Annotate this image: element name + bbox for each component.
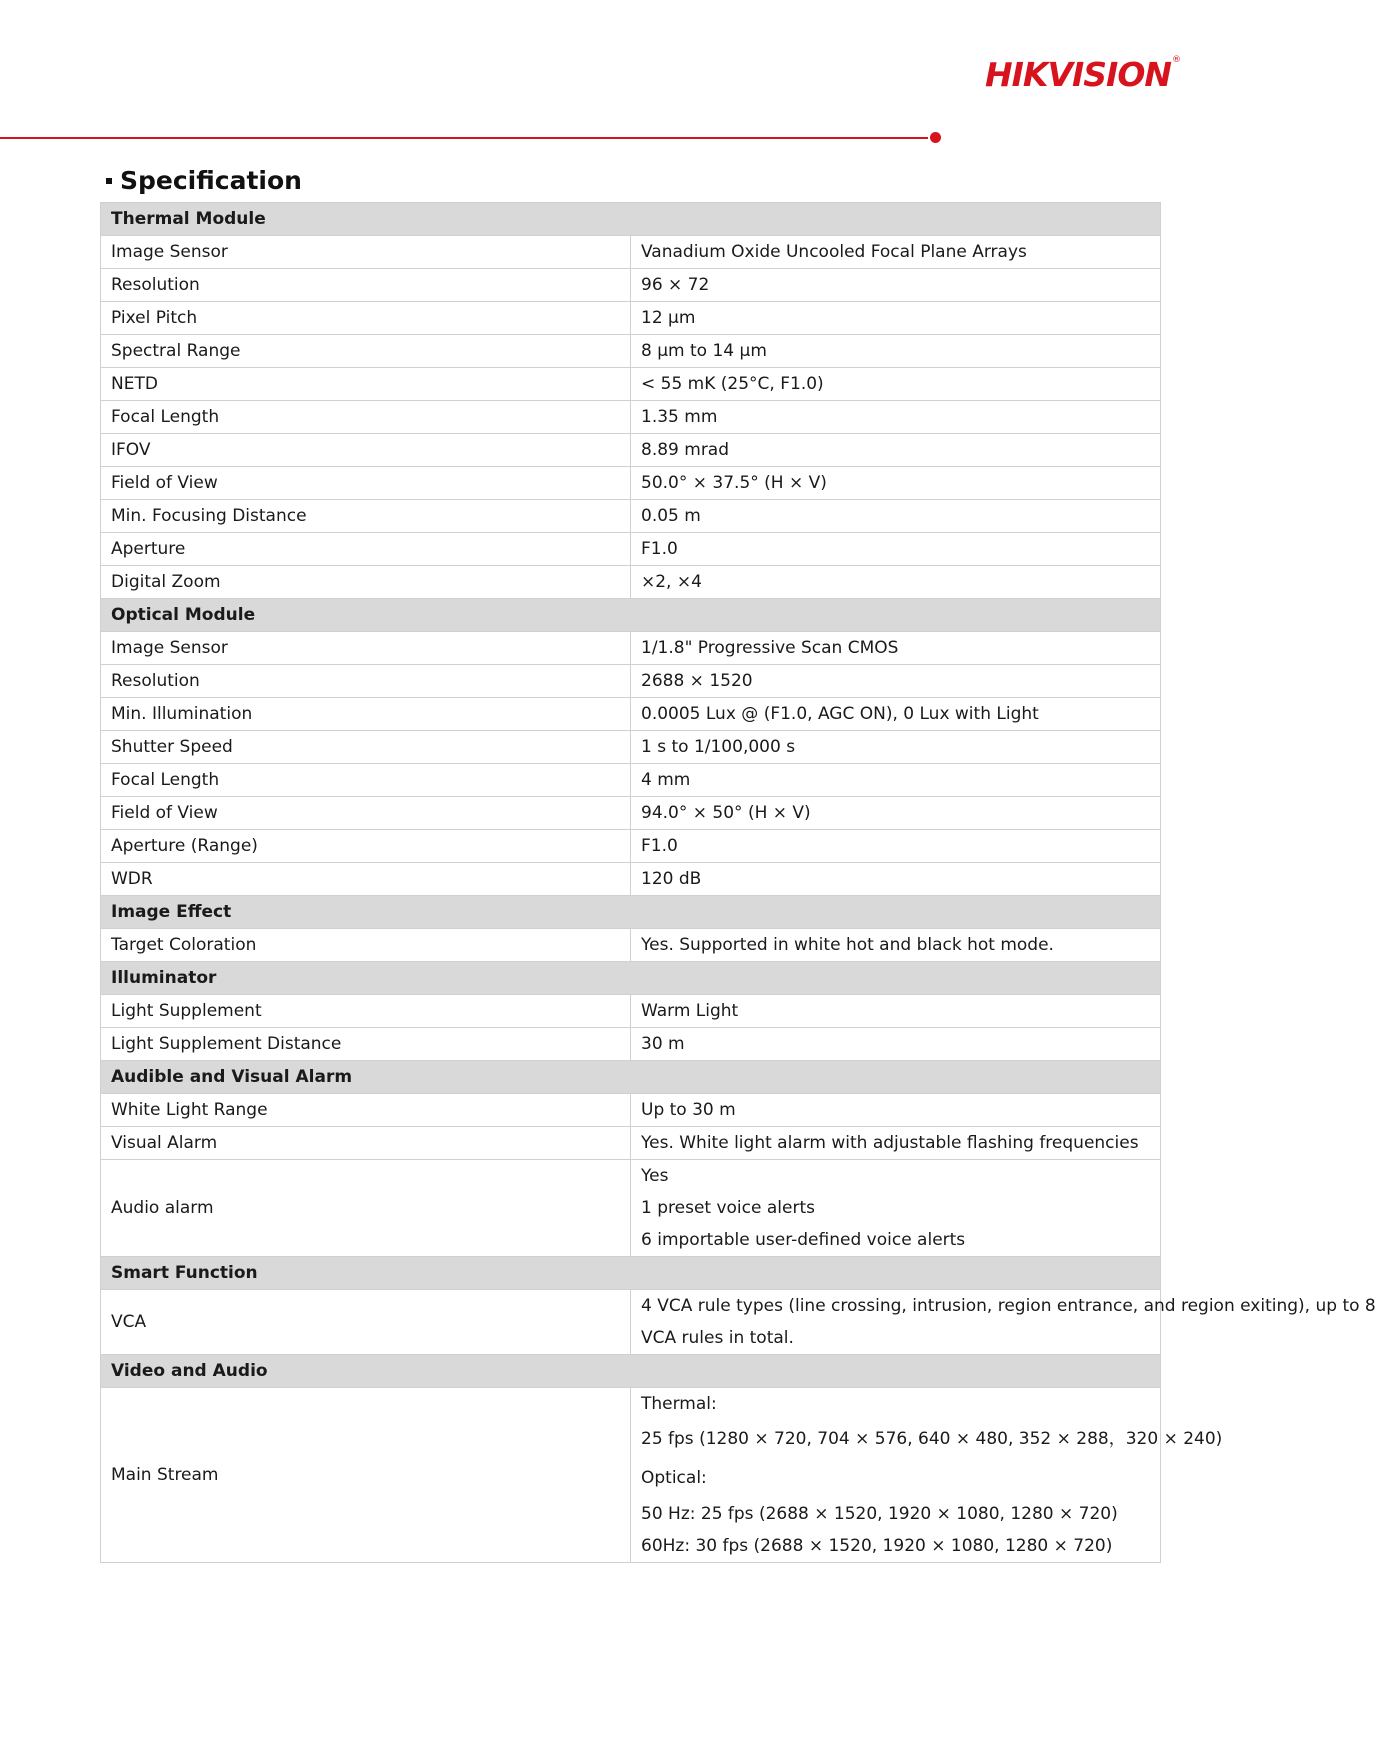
spec-value: Warm Light [631,995,1161,1028]
spec-label: Focal Length [101,401,631,434]
spec-value: 1/1.8" Progressive Scan CMOS [631,632,1161,665]
spec-label: Image Sensor [101,632,631,665]
spec-label: Shutter Speed [101,731,631,764]
table-row [101,533,1161,566]
table-row [101,797,1161,830]
group-header-row [101,1257,1161,1290]
spec-label: Field of View [101,467,631,500]
spec-value: 2688 × 1520 [631,665,1161,698]
group-title: Video and Audio [101,1355,1161,1388]
spec-label: Min. Illumination [101,698,631,731]
spec-value: 50.0° × 37.5° (H × V) [631,467,1161,500]
spec-value-line: 60Hz: 30 fps (2688 × 1520, 1920 × 1080, 1280 × 720) [641,1536,1113,1556]
spec-value [631,1160,1161,1257]
spec-value: 0.0005 Lux @ (F1.0, AGC ON), 0 Lux with Light [631,698,1161,731]
spec-value: 30 m [631,1028,1161,1061]
spec-value: ×2, ×4 [631,566,1161,599]
spec-value: 4 mm [631,764,1161,797]
spec-label: Visual Alarm [101,1127,631,1160]
spec-label: Resolution [101,269,631,302]
header-rule-dot [930,132,941,143]
table-row [101,302,1161,335]
spec-label: Aperture (Range) [101,830,631,863]
section-title-text: Specification [120,166,302,195]
table-row [101,1290,1161,1355]
group-title: Thermal Module [101,203,1161,236]
table-row [101,1388,1161,1563]
spec-value: Yes. Supported in white hot and black hot mode. [631,929,1161,962]
group-header-row [101,599,1161,632]
square-bullet-icon [106,178,112,184]
table-row [101,269,1161,302]
spec-label: WDR [101,863,631,896]
spec-label: Light Supplement Distance [101,1028,631,1061]
group-title: Smart Function [101,1257,1161,1290]
spec-value: 94.0° × 50° (H × V) [631,797,1161,830]
table-row [101,632,1161,665]
spec-value-line: 25 fps (1280 × 720, 704 × 576, 640 × 480, 352 × 288，320 × 240) [641,1429,1223,1449]
table-row [101,1028,1161,1061]
header-rule [0,137,928,139]
spec-label: Audio alarm [101,1160,631,1257]
spec-value: 1 s to 1/100,000 s [631,731,1161,764]
spec-label: Field of View [101,797,631,830]
group-title: Illuminator [101,962,1161,995]
section-title [106,166,302,195]
table-row [101,830,1161,863]
table-row [101,500,1161,533]
spec-value-line: 4 VCA rule types (line crossing, intrusion, region entrance, and region exiting), up to 8 [641,1296,1376,1316]
spec-label: Image Sensor [101,236,631,269]
group-header-row [101,203,1161,236]
spec-value: Vanadium Oxide Uncooled Focal Plane Arrays [631,236,1161,269]
table-row [101,764,1161,797]
hikvision-logo: HIKVISION® [985,55,1181,94]
table-row [101,566,1161,599]
table-row [101,929,1161,962]
spec-label: White Light Range [101,1094,631,1127]
spec-value-line: 50 Hz: 25 fps (2688 × 1520, 1920 × 1080, 1280 × 720) [641,1504,1118,1524]
spec-label: Spectral Range [101,335,631,368]
table-row [101,368,1161,401]
table-row [101,698,1161,731]
spec-label: Resolution [101,665,631,698]
spec-label: Target Coloration [101,929,631,962]
spec-value: 8.89 mrad [631,434,1161,467]
spec-label: Aperture [101,533,631,566]
spec-label: Pixel Pitch [101,302,631,335]
spec-value-line: 1 preset voice alerts [641,1198,815,1218]
spec-value-line: Thermal: [641,1394,717,1414]
spec-value-line: VCA rules in total. [641,1328,794,1348]
spec-label: Digital Zoom [101,566,631,599]
spec-value: F1.0 [631,533,1161,566]
spec-label: VCA [101,1290,631,1355]
spec-value [631,1290,1376,1355]
table-row [101,236,1161,269]
table-row [101,401,1161,434]
spec-label: Min. Focusing Distance [101,500,631,533]
spec-value: 1.35 mm [631,401,1161,434]
specification-table [100,202,1376,1563]
spec-value: F1.0 [631,830,1161,863]
table-row [101,665,1161,698]
spec-label: Light Supplement [101,995,631,1028]
table-row [101,467,1161,500]
group-header-row [101,962,1161,995]
spec-value-line: Yes [641,1166,669,1186]
table-row [101,434,1161,467]
table-row [101,1127,1161,1160]
spec-label: Main Stream [101,1388,631,1563]
group-title: Image Effect [101,896,1161,929]
group-header-row [101,896,1161,929]
table-row [101,995,1161,1028]
group-header-row [101,1355,1161,1388]
spec-label: IFOV [101,434,631,467]
spec-value: 8 μm to 14 μm [631,335,1161,368]
group-header-row [101,1061,1161,1094]
spec-value: 0.05 m [631,500,1161,533]
spec-value: Yes. White light alarm with adjustable flashing frequencies [631,1127,1161,1160]
spec-value [631,1388,1223,1563]
spec-label: Focal Length [101,764,631,797]
spec-value: 120 dB [631,863,1161,896]
spec-value: < 55 mK (25°C, F1.0) [631,368,1161,401]
table-row [101,335,1161,368]
group-title: Optical Module [101,599,1161,632]
group-title: Audible and Visual Alarm [101,1061,1161,1094]
table-row [101,731,1161,764]
table-row [101,1094,1161,1127]
spec-value-line: Optical: [641,1468,707,1488]
spec-value-line: 6 importable user-defined voice alerts [641,1230,966,1250]
spec-value: 96 × 72 [631,269,1161,302]
spec-value: Up to 30 m [631,1094,1161,1127]
table-row [101,1160,1161,1257]
spec-value: 12 μm [631,302,1161,335]
table-row [101,863,1161,896]
spec-label: NETD [101,368,631,401]
